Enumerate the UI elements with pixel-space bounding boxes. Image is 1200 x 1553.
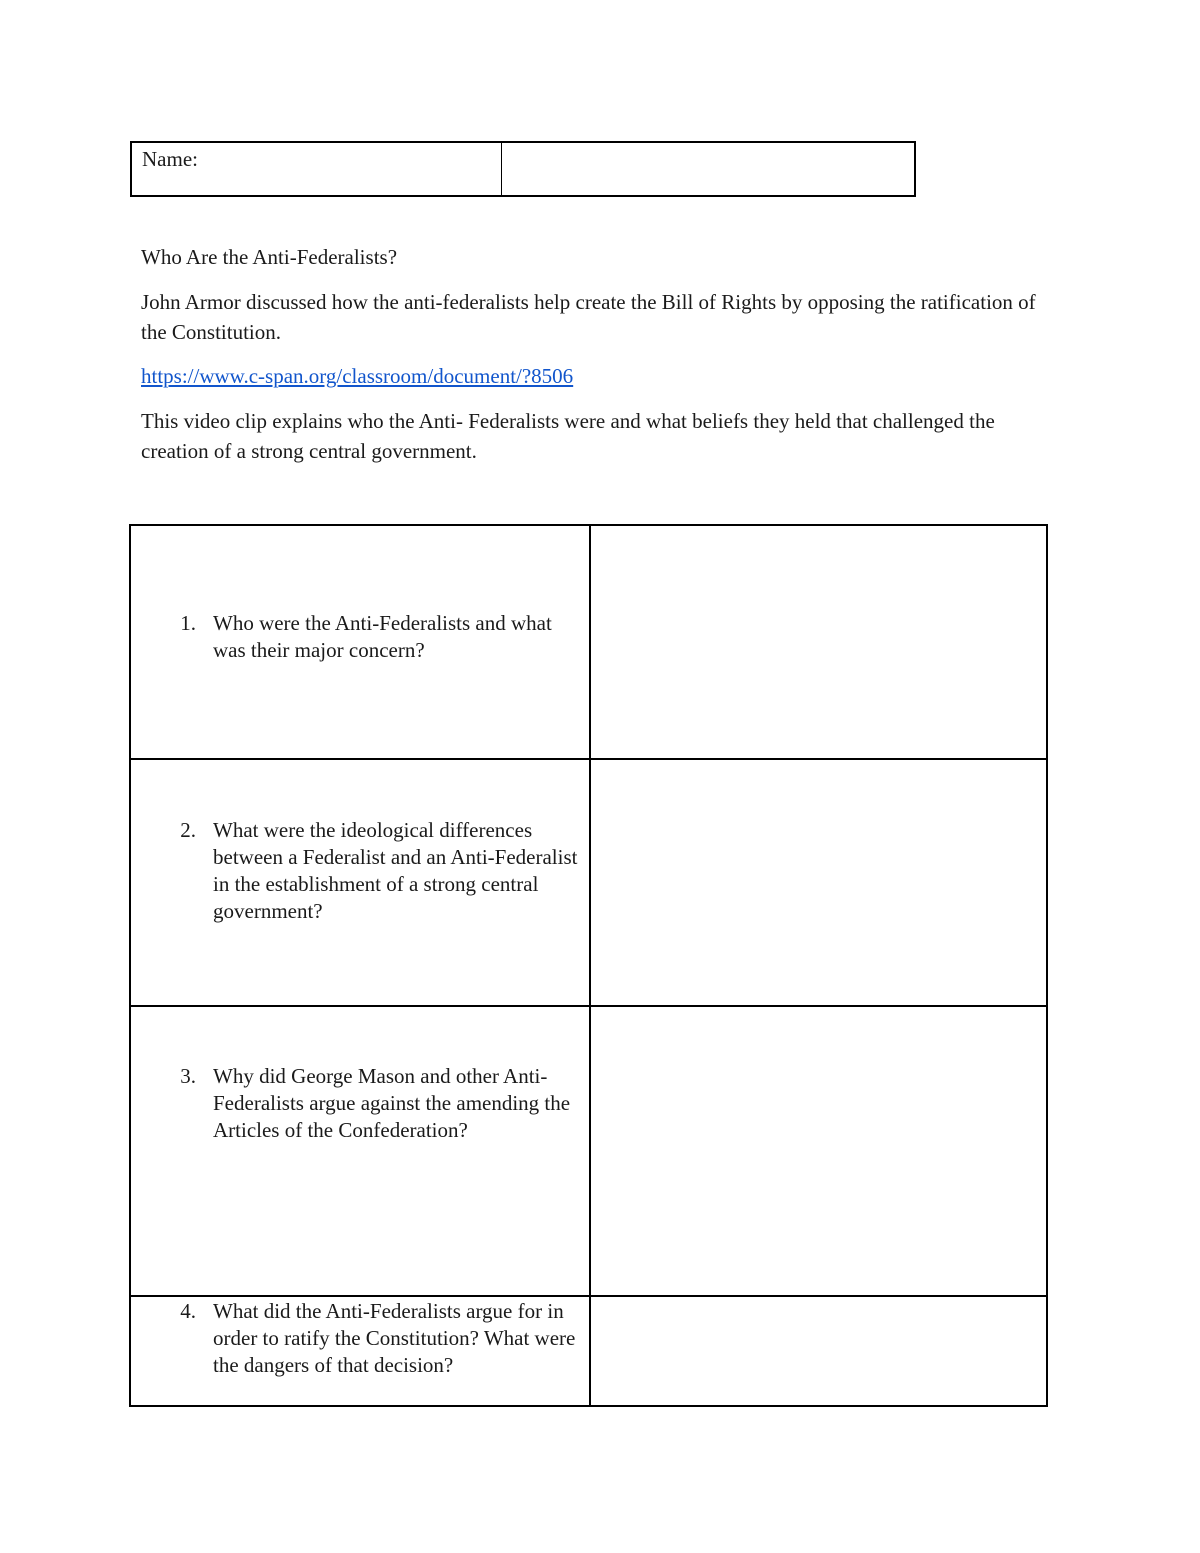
worksheet-title: Who Are the Anti-Federalists? xyxy=(141,245,398,269)
answer-cell[interactable] xyxy=(590,1296,1047,1406)
question-text: Who were the Anti-Federalists and what was their major concern? xyxy=(213,611,552,662)
video-link[interactable]: https://www.c-span.org/classroom/document/?8506 xyxy=(141,364,574,388)
question-number: 3. xyxy=(180,1064,196,1088)
name-table xyxy=(130,141,916,197)
intro-paragraph: John Armor discussed how the anti-federalists help create the Bill of Rights by opposing the ratification of the Constitution. xyxy=(141,290,1036,344)
question-text: Why did George Mason and other Anti-Federalists argue against the amending the Articles of the Confederation? xyxy=(213,1064,571,1142)
video-description: This video clip explains who the Anti- Federalists were and what beliefs they held that challenged the creation of a strong central government. xyxy=(141,409,995,463)
question-text: What did the Anti-Federalists argue for in order to ratify the Constitution? What were the dangers of that decision? xyxy=(213,1299,576,1377)
question-row xyxy=(130,1296,1047,1406)
question-cell xyxy=(130,1296,590,1406)
questions-table xyxy=(129,524,1048,1407)
question-row xyxy=(130,525,1047,759)
question-cell xyxy=(130,1006,590,1296)
question-number: 2. xyxy=(180,818,196,842)
question-number: 1. xyxy=(180,611,196,635)
question-cell xyxy=(130,759,590,1006)
question-number: 4. xyxy=(180,1299,196,1323)
answer-cell[interactable] xyxy=(590,1006,1047,1296)
name-label: Name: xyxy=(132,143,502,195)
answer-cell[interactable] xyxy=(590,525,1047,759)
answer-cell[interactable] xyxy=(590,759,1047,1006)
question-row xyxy=(130,1006,1047,1296)
name-input-cell[interactable] xyxy=(502,143,914,195)
question-cell xyxy=(130,525,590,759)
question-row xyxy=(130,759,1047,1006)
question-text: What were the ideological differences between a Federalist and an Anti-Federalist in the establishment of a strong central government? xyxy=(213,818,578,923)
